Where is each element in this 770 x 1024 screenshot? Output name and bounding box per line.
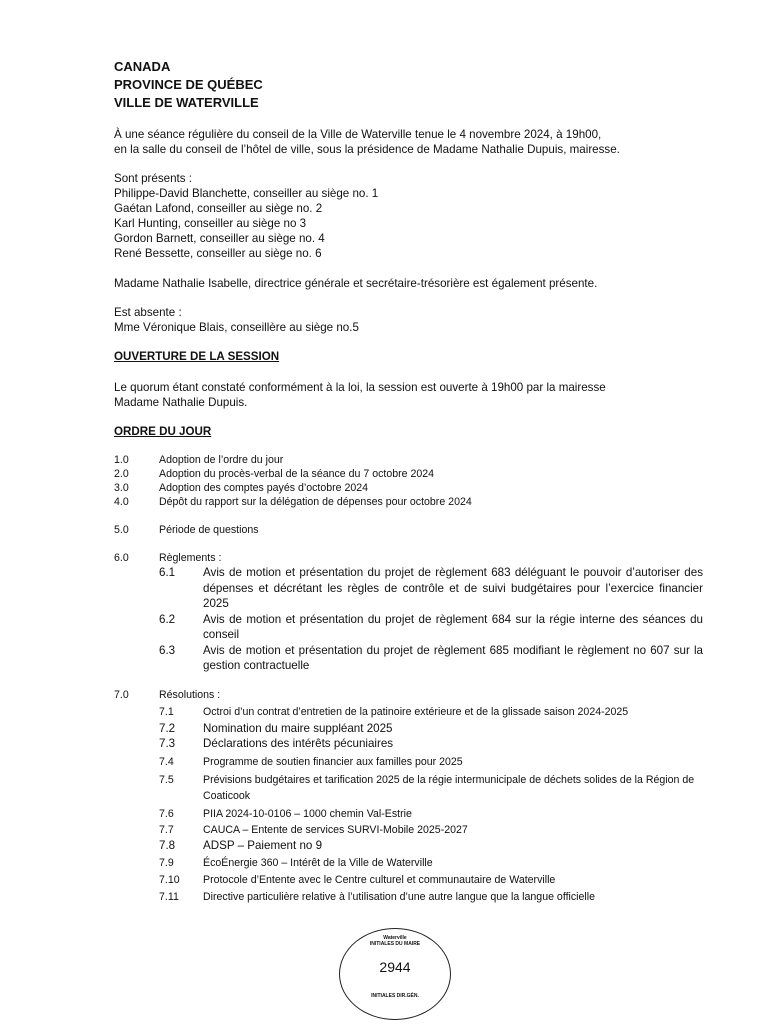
reglement-text: Avis de motion et présentation du projet de règlement 683 déléguant le pouvoir d’autoriser des dépenses et décrétant les règles de contrôle et de suivi budgétaires pour l’exercice financier 2025 [203,566,703,610]
initials-stamp [339,928,451,1020]
opening-line: Madame Nathalie Dupuis. [114,396,248,409]
resolution-text: Directive particulière relative à l’utilisation d’une autre langue que la langue officielle [203,890,596,903]
member-item: Mme Véronique Blais, conseillère au siège no.5 [114,321,359,334]
stamp-label-mayor: INITIALES DU MAIRE [369,941,421,947]
resolution-number: 7.6 [159,807,174,820]
resolution-text: Nomination du maire suppléant 2025 [203,721,393,735]
intro-line: À une séance régulière du conseil de la Ville de Waterville tenue le 4 novembre 2024, à 19h00, [114,128,602,141]
resolution-number: 7.2 [159,721,176,735]
resolution-item [114,721,714,736]
agenda-item-text: Adoption des comptes payés d’octobre 2024 [159,482,369,494]
agenda-list [114,453,714,905]
intro-paragraph [114,127,704,157]
stamp-label-director: INITIALES DIR.GÉN. [371,993,419,999]
stamp-page-number: 2944 [379,959,411,975]
director-line: Madame Nathalie Isabelle, directrice générale et secrétaire-trésorière est également présente. [114,277,598,290]
agenda-item [114,551,714,565]
resolution-text: Programme de soutien financier aux familles pour 2025 [203,755,463,768]
opening-paragraph [114,380,704,410]
resolution-text: Octroi d’un contrat d’entretien de la patinoire extérieure et de la glissade saison 2024-2025 [203,705,629,718]
agenda-item-number: 2.0 [114,468,129,480]
agenda-item-number: 6.0 [114,552,129,564]
agenda-item [114,481,714,495]
resolution-item [114,772,714,804]
reglement-number: 6.2 [159,612,176,626]
resolution-text: Déclarations des intérêts pécuniaires [203,736,394,750]
reglement-text: Avis de motion et présentation du projet de règlement 685 modifiant le règlement no 607 sur la gestion contractuelle [203,643,703,672]
resolution-number: 7.11 [159,890,179,903]
header-province: PROVINCE DE QUÉBEC [114,77,263,92]
agenda-item-number: 1.0 [114,454,129,466]
reglement-item [114,565,714,612]
header-city: VILLE DE WATERVILLE [114,95,259,110]
present-label: Sont présents : [114,172,192,185]
agenda-item-text: Adoption du procès-verbal de la séance du 7 octobre 2024 [159,468,435,480]
header-country: CANADA [114,59,171,74]
resolution-text: Protocole d’Entente avec le Centre culturel et communautaire de Waterville [203,873,556,886]
resolution-item [114,754,714,770]
agenda-heading: ORDRE DU JOUR [114,425,212,438]
agenda-item-text: Résolutions : [159,688,221,701]
document-header [114,58,263,112]
agenda-item-text: Adoption de l’ordre du jour [159,454,284,466]
resolution-number: 7.10 [159,873,180,886]
agenda-item-number: 4.0 [114,496,129,508]
reglement-item [114,612,714,643]
resolution-item [114,855,714,871]
resolution-item [114,704,714,721]
resolution-text: CAUCA – Entente de services SURVI-Mobile 2025-2027 [203,823,468,836]
resolution-item [114,806,714,822]
resolution-text: Prévisions budgétaires et tarification 2025 de la régie intermunicipale de déchets solides de la Région de Coaticook [203,773,695,802]
resolution-number: 7.8 [159,838,176,852]
resolution-text: PIIA 2024-10-0106 – 1000 chemin Val-Estrie [203,807,412,820]
reglement-item [114,643,714,674]
agenda-item [114,688,714,702]
member-item: Gaétan Lafond, conseiller au siège no. 2 [114,202,323,215]
resolution-text: ADSP – Paiement no 9 [203,838,323,852]
resolution-item [114,889,714,905]
agenda-item [114,495,714,509]
member-item: Gordon Barnett, conseiller au siège no. 4 [114,232,325,245]
agenda-item-number: 7.0 [114,688,129,701]
agenda-item [114,467,714,481]
resolution-text: ÉcoÉnergie 360 – Intérêt de la Ville de Waterville [203,856,433,869]
opening-line: Le quorum étant constaté conformément à la loi, la session est ouverte à 19h00 par la mairesse [114,381,606,394]
resolution-number: 7.7 [159,823,174,836]
waterville-logo: Waterville [383,935,407,941]
resolution-number: 7.3 [159,736,176,750]
agenda-item-number: 5.0 [114,524,129,536]
resolution-item [114,736,714,751]
reglement-number: 6.1 [159,566,176,579]
agenda-item [114,453,714,467]
resolution-number: 7.1 [159,705,174,718]
agenda-item [114,523,714,537]
resolution-number: 7.9 [159,856,174,869]
resolution-number: 7.5 [159,773,174,786]
agenda-item-text: Période de questions [159,524,259,536]
resolution-number: 7.4 [159,755,174,768]
absent-members [114,305,704,335]
member-item: René Bessette, conseiller au siège no. 6 [114,247,322,260]
resolution-item [114,838,714,853]
agenda-item-text: Dépôt du rapport sur la délégation de dépenses pour octobre 2024 [159,496,472,508]
reglement-text: Avis de motion et présentation du projet de règlement 684 sur la régie interne des séances du conseil [203,612,703,641]
member-item: Karl Hunting, conseiller au siège no 3 [114,217,307,230]
present-members [114,171,704,261]
reglement-number: 6.3 [159,643,176,657]
resolution-item [114,872,714,888]
resolution-item [114,822,714,838]
absent-label: Est absente : [114,306,182,319]
member-item: Philippe-David Blanchette, conseiller au siège no. 1 [114,187,379,200]
intro-line: en la salle du conseil de l’hôtel de ville, sous la présidence de Madame Nathalie Dupuis, mairesse. [114,143,620,156]
agenda-item-text: Règlements : [159,552,222,564]
director-paragraph [114,276,704,291]
agenda-item-number: 3.0 [114,482,129,494]
opening-heading: OUVERTURE DE LA SESSION [114,350,280,363]
